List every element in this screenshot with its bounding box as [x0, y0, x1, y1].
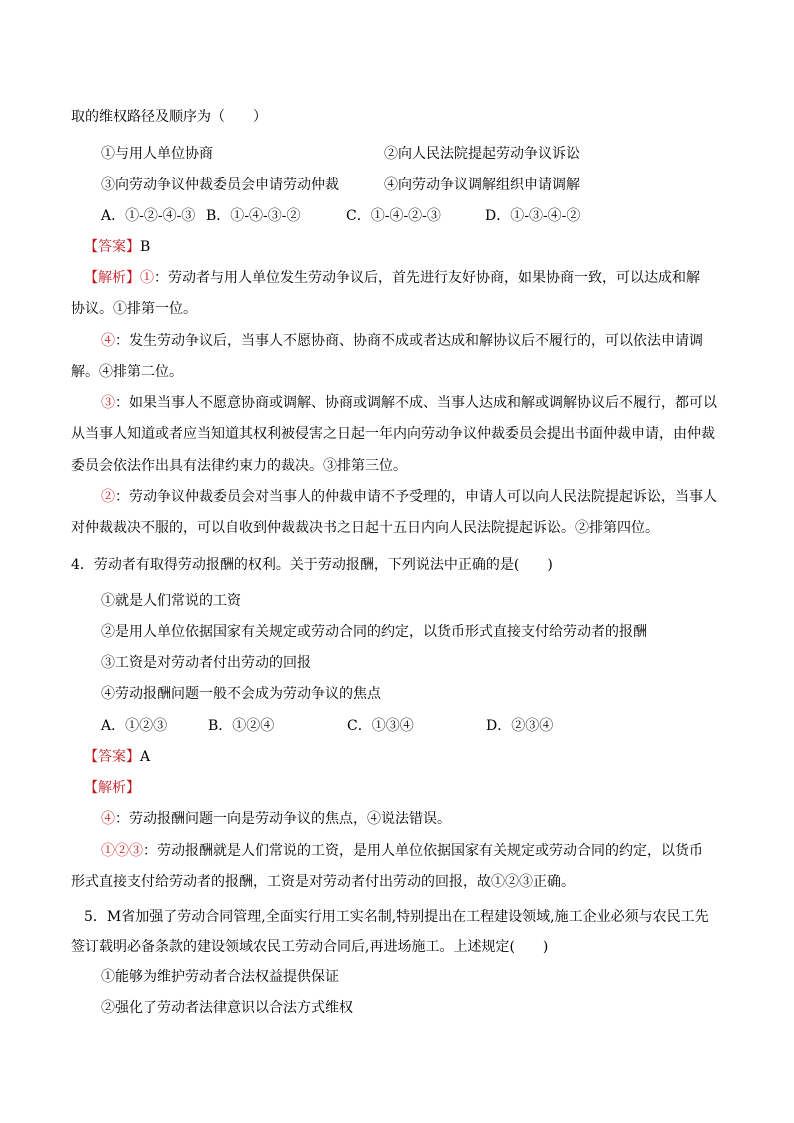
- q3-option-1: ①与用人单位协商: [101, 146, 213, 162]
- analysis-text: ：劳动报酬就是人们常说的工资，是用人单位依据国家有关规定或劳动合同的约定，以货币: [143, 843, 703, 859]
- q4-analysis-1: [101, 809, 451, 829]
- q4-option-1: ①就是人们常说的工资: [101, 593, 241, 609]
- q3-analysis-1: [84, 268, 700, 288]
- analysis-item-number: ④: [101, 811, 115, 827]
- q4-choice-c: C．①③④: [347, 718, 414, 734]
- q4-answer: [84, 747, 150, 767]
- q4-option-3: ③工资是对劳动者付出劳动的回报: [101, 655, 311, 671]
- q3-answer: [84, 237, 150, 257]
- q3-analysis-4-cont: 对仲裁裁决不服的，可以自收到仲裁裁决书之日起十五日内向人民法院提起诉讼。②排第四位。: [71, 520, 659, 536]
- q3-analysis-2-cont: 解。④排第二位。: [71, 364, 183, 380]
- analysis-text: ：劳动争议仲裁委员会对当事人的仲裁申请不予受理的，申请人可以向人民法院提起诉讼，当事人: [115, 489, 717, 505]
- q3-choice-c: C．①-④-②-③: [346, 208, 441, 224]
- analysis-item-number: ②: [101, 489, 115, 505]
- analysis-item-number: ③: [101, 395, 115, 411]
- answer-value: A: [140, 749, 151, 765]
- q4-option-4: ④劳动报酬问题一般不会成为劳动争议的焦点: [101, 686, 381, 702]
- q3-analysis-1-cont: 协议。①排第一位。: [71, 301, 197, 317]
- analysis-text: ：如果当事人不愿意协商或调解、协商或调解不成、当事人达成和解或调解协议后不履行，都可以: [115, 395, 717, 411]
- q3-analysis-3-cont2: 委员会依法作出具有法律约束力的裁决。③排第三位。: [71, 458, 407, 474]
- analysis-text: ：发生劳动争议后，当事人不愿协商、协商不成或者达成和解协议后不履行的，可以依法申请调: [115, 333, 703, 349]
- q3-analysis-3: [101, 393, 717, 413]
- q4-option-2: ②是用人单位依据国家有关规定或劳动合同的约定，以货币形式直接支付给劳动者的报酬: [101, 624, 647, 640]
- analysis-text: ：劳动者与用人单位发生劳动争议后，首先进行友好协商，如果协商一致，可以达成和解: [154, 270, 700, 286]
- analysis-item-number: ①: [140, 270, 154, 286]
- q4-analysis-tag: 【解析】: [84, 780, 140, 796]
- q5-option-1: ①能够为维护劳动者合法权益提供保证: [101, 969, 339, 985]
- answer-tag: 【答案】: [84, 239, 140, 255]
- q3-analysis-3-cont: 从当事人知道或者应当知道其权利被侵害之日起一年内向劳动争议仲裁委员会提出书面仲裁申请，由仲裁: [71, 426, 715, 442]
- q3-choice-a: A．①-②-④-③: [101, 208, 196, 224]
- q3-analysis-2: [101, 331, 703, 351]
- analysis-text: ：劳动报酬问题一向是劳动争议的焦点，④说法错误。: [115, 811, 451, 827]
- analysis-item-number: ①②③: [101, 843, 143, 859]
- q3-option-2: ②向人民法院提起劳动争议诉讼: [384, 146, 580, 162]
- analysis-item-number: ④: [101, 333, 115, 349]
- q4-analysis-2-cont: 形式直接支付给劳动者的报酬，工资是对劳动者付出劳动的回报，故①②③正确。: [71, 874, 575, 890]
- analysis-tag: 【解析】: [84, 270, 140, 286]
- q3-option-3: ③向劳动争议仲裁委员会申请劳动仲裁: [101, 177, 339, 193]
- q3-analysis-4: [101, 487, 717, 507]
- q5-option-2: ②强化了劳动者法律意识以合法方式维权: [101, 1000, 353, 1016]
- q4-stem: 4．劳动者有取得劳动报酬的权利。关于劳动报酬，下列说法中正确的是( ): [71, 557, 553, 573]
- q3-choice-b: B．①-④-③-②: [206, 208, 301, 224]
- answer-value: B: [140, 239, 151, 255]
- q3-stem-tail: 取的维权路径及顺序为（ ）: [71, 109, 267, 125]
- q4-choice-a: A．①②③: [101, 718, 168, 734]
- q3-option-4: ④向劳动争议调解组织申请调解: [384, 177, 580, 193]
- q4-choice-b: B．①②④: [208, 718, 275, 734]
- q4-choice-d: D．②③④: [486, 718, 554, 734]
- q5-stem: 5．M省加强了劳动合同管理,全面实行用工实名制,特别提出在工程建设领域,施工企业必须与农民工先: [84, 909, 709, 925]
- q3-choice-d: D．①-③-④-②: [485, 208, 581, 224]
- q5-stem-cont: 签订载明必备条款的建设领域农民工劳动合同后,再进场施工。上述规定( ): [71, 939, 549, 955]
- answer-tag: 【答案】: [84, 749, 140, 765]
- q4-analysis-2: [101, 841, 703, 861]
